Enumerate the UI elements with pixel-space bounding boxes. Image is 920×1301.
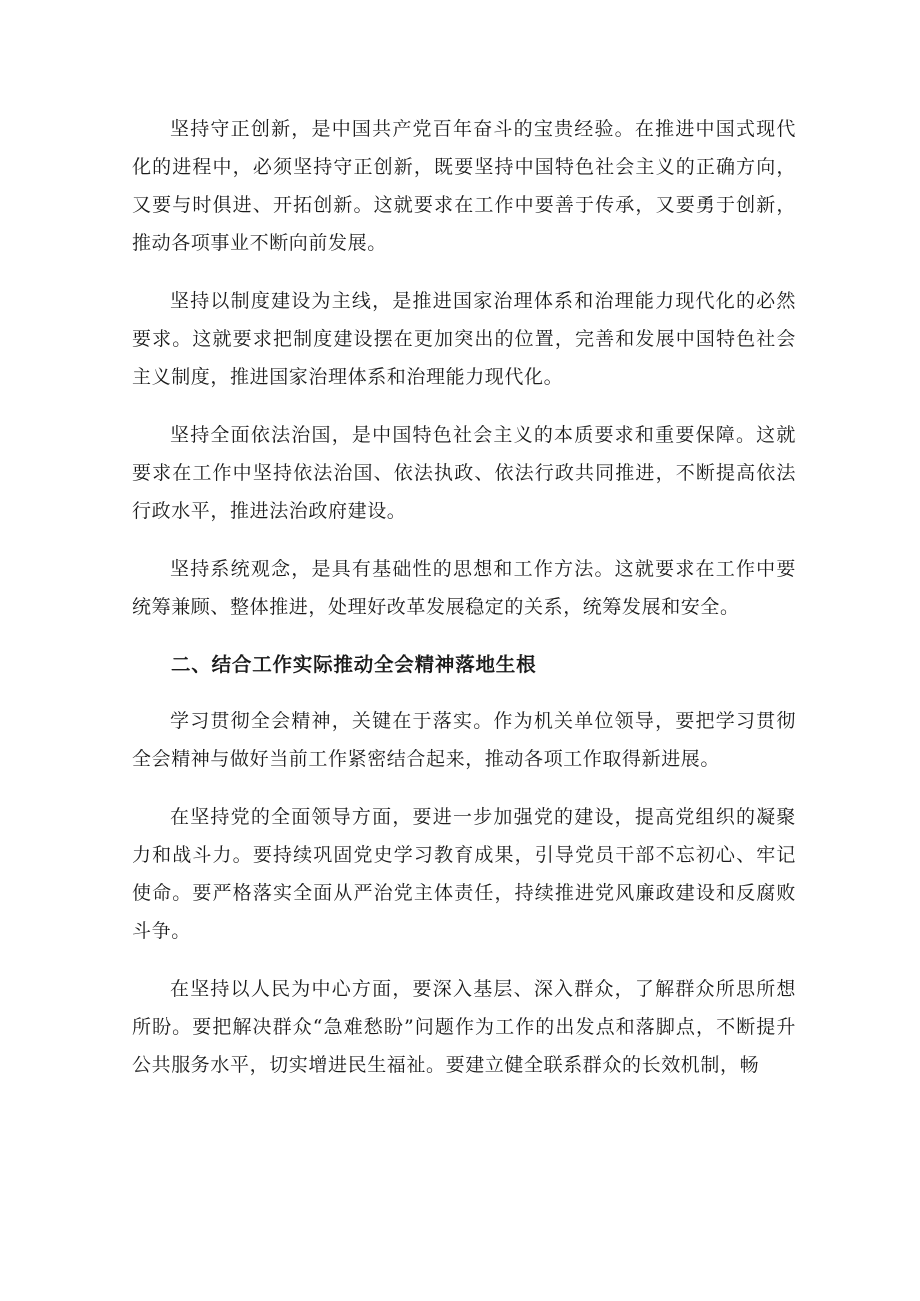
paragraph-institution-building: 坚持以制度建设为主线，是推进国家治理体系和治理能力现代化的必然要求。这就要求把制度建设摆在更加突出的位置，完善和发展中国特色社会主义制度，推进国家治理体系和治理能力现代化。: [132, 290, 796, 388]
paragraph-people-centered: 在坚持以人民为中心方面，要深入基层、深入群众，了解群众所思所想所盼。要把解决群众“急难愁盼”问题作为工作的出发点和落脚点，不断提升公共服务水平，切实增进民生福祉。要建立健全联系群众的长效机制，畅: [132, 978, 796, 1076]
paragraph-implementation: 学习贯彻全会精神，关键在于落实。作为机关单位领导，要把学习贯彻全会精神与做好当前工作紧密结合起来，推动各项工作取得新进展。: [132, 710, 796, 770]
document-body: [132, 110, 796, 1104]
paragraph-rule-of-law: 坚持全面依法治国，是中国特色社会主义的本质要求和重要保障。这就要求在工作中坚持依法治国、依法执政、依法行政共同推进，不断提高依法行政水平，推进法治政府建设。: [132, 424, 796, 522]
section-heading: 二、结合工作实际推动全会精神落地生根: [171, 653, 537, 676]
paragraph-innovation: 坚持守正创新，是中国共产党百年奋斗的宝贵经验。在推进中国式现代化的进程中，必须坚持守正创新，既要坚持中国特色社会主义的正确方向，又要与时俱进、开拓创新。这就要求在工作中要善于传承，又要勇于创新，推动各项事业不断向前发展。: [132, 118, 796, 254]
paragraph-systems-thinking: 坚持系统观念，是具有基础性的思想和工作方法。这就要求在工作中要统筹兼顾、整体推进，处理好改革发展稳定的关系，统筹发展和安全。: [132, 558, 796, 618]
paragraph-party-leadership: 在坚持党的全面领导方面，要进一步加强党的建设，提高党组织的凝聚力和战斗力。要持续巩固党史学习教育成果，引导党员干部不忘初心、牢记使命。要严格落实全面从严治党主体责任，持续推进党风廉政建设和反腐败斗争。: [132, 806, 796, 942]
